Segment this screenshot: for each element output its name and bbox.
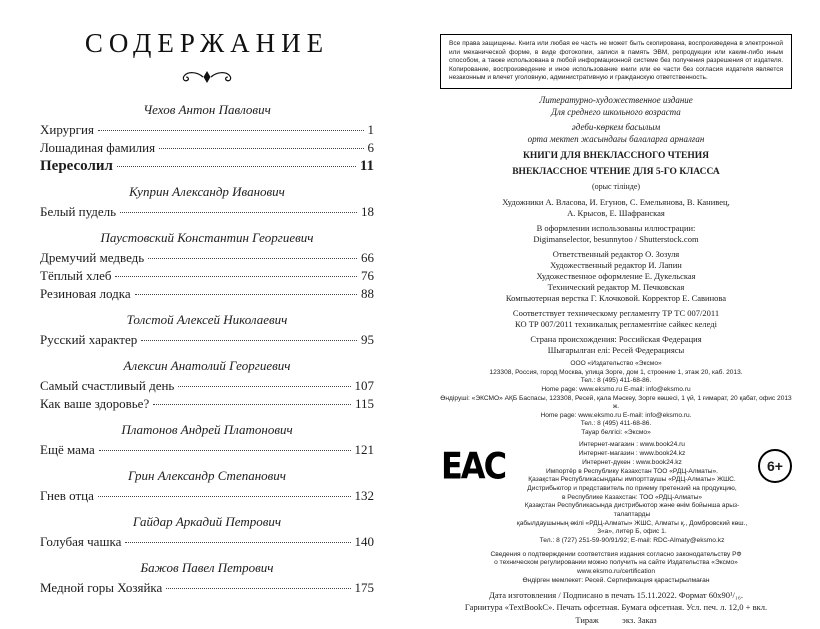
- imprint-line: Дистрибьютор и представитель по приему претензий на продукцию,: [527, 484, 737, 492]
- imprint-line: Digimanselector, besunnytoo / Shutterstock.com: [533, 233, 699, 244]
- toc-entry-title: Голубая чашка: [40, 534, 122, 549]
- distribution-block: [440, 441, 792, 545]
- toc-author-name: Чехов Антон Павлович: [143, 102, 271, 117]
- imprint-group: [440, 589, 792, 626]
- toc-author-name: Платонов Андрей Платонович: [121, 422, 293, 437]
- toc-entry-title: Самый счастливый день: [40, 378, 175, 393]
- imprint-line: А. Крысов, Е. Шафранская: [567, 207, 665, 218]
- imprint-line: 123308, Россия, город Москва, улица Зорге, дом 1, строение 1, этаж 20, каб. 2013.: [489, 368, 743, 376]
- toc-entry-title: Белый пудель: [40, 204, 117, 219]
- imprint-line: www.eksmo.ru/certification: [576, 567, 656, 575]
- dot-leader: [125, 542, 350, 543]
- toc-entry: [40, 331, 374, 349]
- imprint-line: Ответственный редактор О. Зозуля: [552, 248, 680, 259]
- toc-entry-title: Лошадиная фамилия: [40, 140, 156, 155]
- toc-entry: [40, 157, 374, 175]
- imprint-line: Қазақстан Республикасындағы импорттаушы «РДЦ-Алматы» ЖШС.: [528, 476, 736, 484]
- imprint-line: Тел.: 8 (495) 411-68-86.: [580, 420, 652, 428]
- toc-author-name: Паустовский Константин Георгиевич: [100, 230, 314, 245]
- toc-entry-page: 76: [361, 268, 374, 283]
- imprint-group: [440, 334, 792, 356]
- imprint-group: [440, 308, 792, 330]
- imprint-line: Для среднего школьного возраста: [551, 106, 681, 117]
- imprint-group: [440, 150, 792, 162]
- toc-entry-title: Резиновая лодка: [40, 286, 131, 301]
- toc-entry: [40, 579, 374, 597]
- dot-leader: [148, 258, 357, 259]
- imprint-line: Интернет-магазин : www.book24.kz: [578, 450, 686, 458]
- imprint-line: Интернет-магазин : www.book24.ru: [579, 441, 685, 449]
- imprint-line: о техническом регулировании можно получить на сайте Издательства «Эксмо»: [494, 559, 738, 567]
- imprint-line: Интернет-дүкен : www.book24.kz: [582, 458, 682, 466]
- toc-entry: [40, 285, 374, 303]
- toc-title: СОДЕРЖАНИЕ: [84, 28, 330, 58]
- imprint-bottom-block: [440, 551, 792, 626]
- imprint-line: Өндірген мемлекет: Ресей. Сертификация қарастырылмаған: [522, 576, 710, 584]
- toc-list: [40, 102, 374, 597]
- eac-mark-icon: ЕАС: [440, 444, 506, 488]
- ornament-divider-icon: [40, 69, 374, 90]
- toc-entry: [40, 203, 374, 221]
- toc-entry: [40, 139, 374, 157]
- toc-entry-title: Хирургия: [40, 122, 94, 137]
- imprint-line: Шығарылған елі: Ресей Федерациясы: [547, 345, 685, 356]
- toc-author-name: Грин Александр Степанович: [127, 468, 287, 483]
- imprint-line: (орыс тілінде): [591, 182, 641, 192]
- age-rating-badge: 6+: [758, 449, 792, 483]
- toc-entry-title: Гнев отца: [40, 488, 94, 503]
- imprint-line: Өндіруші: «ЭКСМО» АҚБ Баспасы, 123308, Ресей, қала Мәскеу, Зорге көшесі, 1 үй, 1 ғимарат, 20 қабат, офис 2013 ж.: [440, 394, 792, 411]
- toc-entry: [40, 533, 374, 551]
- imprint-line: ВНЕКЛАССНОЕ ЧТЕНИЕ ДЛЯ 5-ГО КЛАССА: [512, 166, 720, 177]
- imprint-line: Тираж экз. Заказ: [575, 614, 657, 625]
- dot-leader: [99, 450, 351, 451]
- toc-author-name: Толстой Алексей Николаевич: [126, 312, 288, 327]
- imprint-group: [440, 182, 792, 192]
- imprint-line: КНИГИ ДЛЯ ВНЕКЛАССНОГО ЧТЕНИЯ: [522, 150, 710, 161]
- imprint-line: Тел.: 8 (495) 411-68-86.: [580, 377, 652, 385]
- toc-entry: [40, 395, 374, 413]
- imprint-page: [410, 0, 820, 629]
- toc-entry-title: Медной горы Хозяйка: [40, 580, 163, 595]
- dot-leader: [120, 212, 357, 213]
- dot-leader: [115, 276, 357, 277]
- imprint-group: [440, 122, 792, 145]
- imprint-line: Импортёр в Республику Казахстан ТОО «РДЦ-Алматы».: [546, 467, 718, 475]
- imprint-group: [440, 551, 792, 585]
- dot-leader: [159, 148, 363, 149]
- imprint-line: Технический редактор М. Печковская: [547, 282, 685, 293]
- toc-entry-title: Дремучий медведь: [40, 250, 145, 265]
- imprint-group: [440, 249, 792, 304]
- distribution-lines: [510, 441, 754, 545]
- imprint-line: әдеби-көркем басылым: [571, 122, 661, 133]
- dot-leader: [98, 496, 351, 497]
- toc-entry-page: 115: [354, 396, 374, 411]
- imprint-line: Литературно-художественное издание: [539, 94, 693, 105]
- dot-leader: [153, 404, 351, 405]
- imprint-line: орта мектеп жасындағы балаларға арналған: [527, 133, 705, 144]
- imprint-line: В оформлении использованы иллюстрации:: [536, 222, 696, 233]
- dot-leader: [98, 130, 364, 131]
- toc-entry: [40, 121, 374, 139]
- toc-entry-page: 132: [354, 488, 374, 503]
- toc-entry-page: 121: [354, 442, 374, 457]
- imprint-line: Компьютерная верстка Г. Клочковой. Корректор Е. Савинова: [505, 293, 727, 304]
- rights-notice: Все права защищены. Книга или любая ее часть не может быть скопирована, воспроизведена в электронной или механической форме, в виде фотокопии, записи в память ЭВМ, репродукции или каким-либо иным способом, а также использована в любой информационной системе без получения разрешения от издателя. Копирование, воспроизведение и иное использование книги или ее части без согласия издателя является незаконным и влечет уголовную, административную и гражданскую ответственность.: [440, 34, 792, 89]
- imprint-line: Home page: www.eksmo.ru E-mail: info@eksmo.ru: [541, 386, 691, 394]
- imprint-line: Художники А. Власова, И. Егунов, С. Емельянова, В. Канивец,: [502, 196, 730, 207]
- toc-author-name: Гайдар Аркадий Петрович: [132, 514, 282, 529]
- dot-leader: [178, 386, 350, 387]
- imprint-line: в Республике Казахстан: ТОО «РДЦ-Алматы»: [561, 493, 703, 501]
- dot-leader: [141, 340, 357, 341]
- imprint-line: Художественный редактор И. Лапин: [550, 259, 682, 270]
- toc-entry-page: 11: [359, 158, 374, 174]
- toc-author-name: Алексин Анатолий Георгиевич: [123, 358, 291, 373]
- toc-entry-page: 66: [361, 250, 374, 265]
- imprint-line: Дата изготовления / Подписано в печать 15.11.2022. Формат 60x90¹/₁₆.: [489, 590, 743, 601]
- toc-entry-page: 88: [361, 286, 374, 301]
- toc-entry-page: 175: [354, 580, 374, 595]
- imprint-line: Тел.: 8 (727) 251-59-90/91/92; E-mail: RDC-Almaty@eksmo.kz: [539, 537, 725, 545]
- toc-entry: [40, 441, 374, 459]
- toc-entry: [40, 377, 374, 395]
- imprint-group: [440, 95, 792, 118]
- toc-entry: [40, 249, 374, 267]
- imprint-line: қабылдаушының өкілі «РДЦ-Алматы» ЖШС, Алматы қ., Домбровский көш., 3«а», литер Б, офис 1.: [516, 519, 748, 536]
- toc-entry-page: 1: [367, 122, 374, 137]
- imprint-line: Home page: www.eksmo.ru E-mail: info@eksmo.ru.: [540, 411, 692, 419]
- imprint-group: [440, 223, 792, 245]
- imprint-line: Қазақстан Республикасында дистрибьютор және өнім бойынша арыз-талаптарды: [524, 502, 740, 519]
- toc-entry-page: 95: [361, 332, 374, 347]
- toc-entry-page: 107: [354, 378, 374, 393]
- dot-leader: [117, 166, 356, 167]
- imprint-line: Гарнитура «TextBookC». Печать офсетная. Бумага офсетная. Усл. печ. л. 12,0 + вкл.: [464, 602, 768, 613]
- toc-entry-page: 18: [361, 204, 374, 219]
- toc-author-name: Бажов Павел Петрович: [140, 560, 274, 575]
- toc-entry-title: Ещё мама: [40, 442, 95, 457]
- imprint-line: Соответствует техническому регламенту ТР ТС 007/2011: [512, 308, 720, 319]
- imprint-group: [440, 360, 792, 437]
- imprint-line: Страна происхождения: Российская Федерация: [530, 334, 702, 345]
- toc-entry-page: 140: [354, 534, 374, 549]
- toc-entry-title: Пересолил: [40, 158, 113, 174]
- toc-entry: [40, 267, 374, 285]
- toc-entry-title: Русский характер: [40, 332, 138, 347]
- imprint-line: Тауар белгісі: «Эксмо»: [581, 428, 651, 436]
- imprint-line: КО ТР 007/2011 техникалық регламентіне сәйкес келеді: [515, 319, 717, 330]
- toc-author-name: Куприн Александр Иванович: [129, 184, 285, 199]
- imprint-group: [440, 197, 792, 219]
- imprint-line: ООО «Издательство «Эксмо»: [570, 360, 662, 368]
- imprint-line: Художественное оформление Е. Дукельская: [536, 271, 696, 281]
- imprint-line: Сведения о подтверждении соответствия издания согласно законодательству РФ: [490, 550, 742, 558]
- toc-entry-title: Тёплый хлеб: [40, 268, 112, 283]
- imprint-group: [440, 166, 792, 178]
- dot-leader: [166, 588, 350, 589]
- dot-leader: [135, 294, 357, 295]
- toc-entry-title: Как ваше здоровье?: [40, 396, 150, 411]
- toc-entry: [40, 487, 374, 505]
- imprint-top-block: [440, 95, 792, 438]
- toc-entry-page: 6: [367, 140, 374, 155]
